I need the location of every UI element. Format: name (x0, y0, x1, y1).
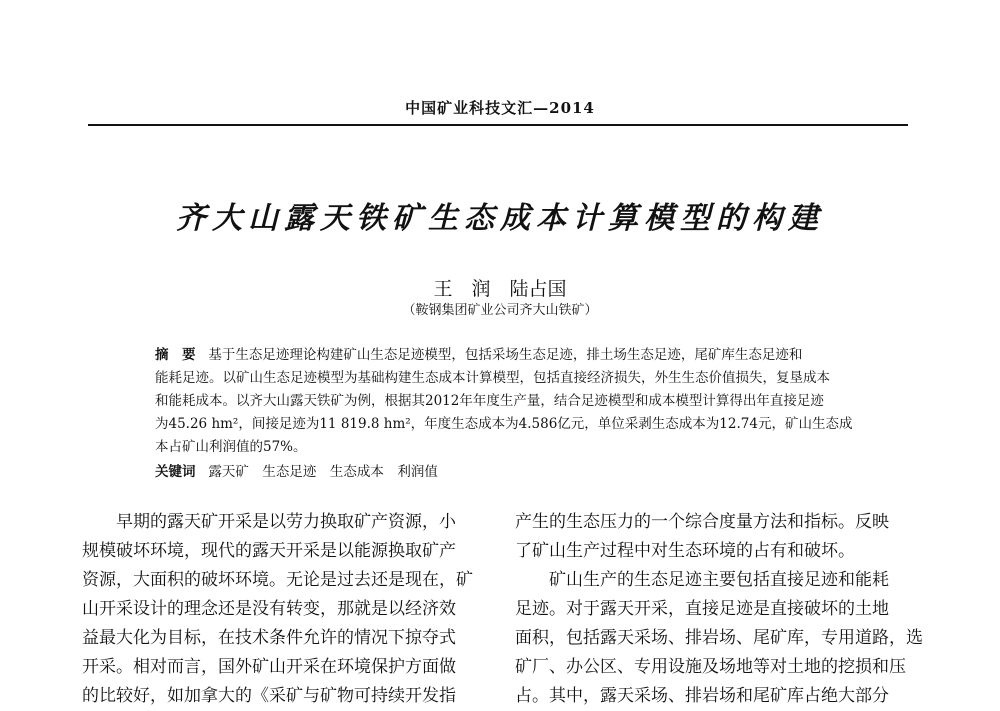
body-line: 益最大化为目标，在技术条件允许的情况下掠夺式 (82, 628, 456, 648)
abstract-line: 本占矿山利润值的57%。 (155, 439, 307, 455)
journal-header: 中国矿业科技文汇—2014 (405, 99, 595, 117)
keywords-label: 关键词 (155, 464, 196, 480)
keywords-line (155, 460, 438, 480)
affiliation: （鞍钢集团矿业公司齐大山铁矿） (402, 303, 598, 318)
body-line: 规模破坏环境，现代的露天开采是以能源换取矿产 (82, 541, 456, 561)
body-line: 早期的露天矿开采是以劳力换取矿产资源，小 (82, 512, 456, 532)
body-right-column (515, 508, 923, 711)
body-line: 的比较好，如加拿大的《采矿与矿物可持续开发指 (82, 686, 456, 706)
body-line: 占。其中，露天采场、排岩场和尾矿库占绝大部分 (515, 686, 889, 706)
body-line: 了矿山生产过程中对生态环境的占有和破坏。 (515, 541, 855, 561)
abstract-line: 能耗足迹。以矿山生态足迹模型为基础构建生态成本计算模型，包括直接经济损失，外生生态价值损失，复垦成本 (155, 370, 830, 386)
body-line: 矿山生产的生态足迹主要包括直接足迹和能耗 (515, 570, 889, 590)
authors: 王 润 陆占国 (433, 278, 567, 300)
header-rule (88, 124, 908, 126)
keywords: 露天矿 生态足迹 生态成本 利润值 (208, 464, 438, 480)
body-line: 资源，大面积的破坏环境。无论是过去还是现在，矿 (82, 570, 473, 590)
body-left-column (82, 508, 473, 711)
body-line: 开采。相对而言，国外矿山开采在环境保护方面做 (82, 657, 456, 677)
abstract-text: 基于生态足迹理论构建矿山生态足迹模型，包括采场生态足迹，排土场生态足迹，尾矿库生态足迹和 (208, 347, 803, 363)
body-line: 山开采设计的理念还是没有转变，那就是以经济效 (82, 599, 456, 619)
abstract-label: 摘 要 (155, 347, 196, 363)
abstract-line: 为45.26 hm²，间接足迹为11 819.8 hm²，年度生态成本为4.586亿元，单位采剥生态成本为12.74元，矿山生态成 (155, 416, 853, 432)
abstract-line: 和能耗成本。以齐大山露天铁矿为例，根据其2012年年度生产量，结合足迹模型和成本模型计算得出年直接足迹 (155, 393, 824, 409)
abstract-line (155, 343, 802, 363)
body-line: 面积，包括露天采场、排岩场、尾矿库，专用道路，选 (515, 628, 923, 648)
body-line: 足迹。对于露天开采，直接足迹是直接破坏的土地 (515, 599, 889, 619)
body-line: 产生的生态压力的一个综合度量方法和指标。反映 (515, 512, 889, 532)
paper-title: 齐大山露天铁矿生态成本计算模型的构建 (176, 201, 824, 236)
body-line: 矿厂、办公区、专用设施及场地等对土地的挖损和压 (515, 657, 906, 677)
